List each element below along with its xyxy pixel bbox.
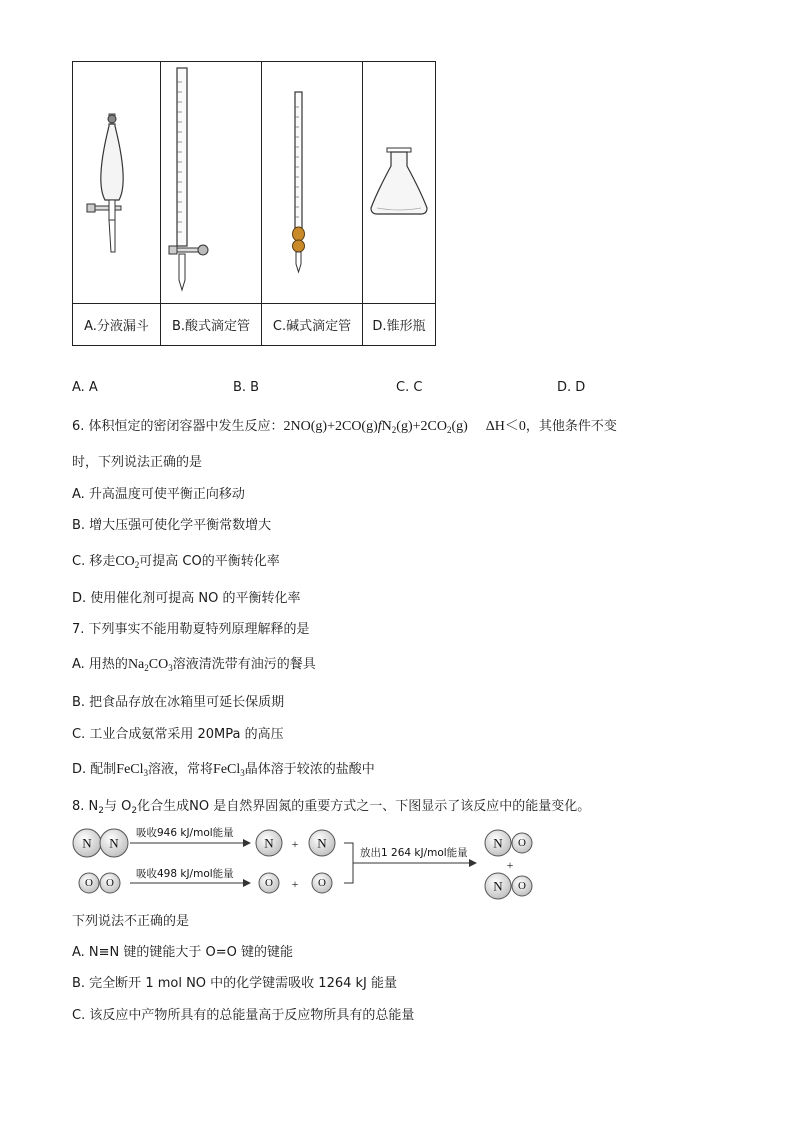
apparatus-cell-d [363,62,436,304]
q5-option-a: A. A [72,380,98,395]
svg-text:N: N [493,878,503,894]
q7-option-b: B. 把食品存放在冰箱里可延长保质期 [72,695,285,710]
svg-text:O: O [265,877,273,889]
q6-enthalpy: ΔH＜0 [485,419,526,434]
absorb-o-label: 吸收498 kJ/mol能量 [136,868,234,880]
separatory-funnel-icon [73,62,160,299]
apparatus-table [72,61,436,346]
q6-option-a: A. 升高温度可使平衡正向移动 [72,487,245,502]
q6-option-c: C. 移走$CO_2$可提高 CO的平衡转化率 [72,554,280,570]
caption-a: A.分液漏斗 [73,304,161,346]
energy-diagram [68,822,548,906]
q6-option-d: D. 使用催化剂可提高 NO 的平衡转化率 [72,591,301,606]
svg-text:O: O [85,877,93,889]
apparatus-cell-c [262,62,363,304]
q5-option-d: D. D [557,380,586,395]
caption-c: C.碱式滴定管 [262,304,363,346]
svg-text:N: N [317,835,327,851]
q8-question: 下列说法不正确的是 [72,914,190,929]
q8-option-b: B. 完全断开 1 mol NO 中的化学键需吸收 1264 kJ 能量 [72,976,398,991]
svg-text:O: O [518,837,526,849]
q8-option-a: A. N≡N 键的键能大于 O=O 键的键能 [72,945,294,960]
q6-option-b: B. 增大压强可使化学平衡常数增大 [72,518,272,533]
q7-option-c: C. 工业合成氨常采用 20MPa 的高压 [72,727,284,742]
base-burette-icon [262,62,362,299]
q5-option-c: C. C [396,380,423,395]
svg-text:N: N [264,835,274,851]
q6-stem-line2: 时，下列说法正确的是 [72,455,203,470]
q8-option-c: C. 该反应中产物所具有的总能量高于反应物所具有的总能量 [72,1008,415,1023]
q7-option-a: A. 用热的$Na_2CO_3$溶液清洗带有油污的餐具 [72,657,316,673]
svg-text:O: O [106,877,114,889]
svg-text:+: + [506,858,514,872]
q6-equation: $2NO(g)+2CO(g)fN_2(g)+2CO_2(g)$ [283,419,468,435]
acid-burette-icon [161,62,261,299]
svg-text:O: O [518,880,526,892]
q7-stem: 7. 下列事实不能用勒夏特列原理解释的是 [72,622,310,637]
svg-text:N: N [493,835,503,851]
q8-stem: 8. $N_2$与 $O_2$化合生成NO 是自然界固氮的重要方式之一、下图显示了该反应中的能量变化。 [72,799,591,816]
caption-b: B.酸式滴定管 [161,304,262,346]
apparatus-cell-a [73,62,161,304]
absorb-n-label: 吸收946 kJ/mol能量 [136,827,234,839]
q6-stem: 6. 体积恒定的密闭容器中发生反应：$2NO(g)+2CO(g)fN_2(g)+2CO_2(g)$ ΔH＜0，其他条件不变 [72,419,617,435]
svg-text:+: + [291,877,299,891]
q7-option-d: D. 配制FeCl$_3$溶液，常将FeCl$_3$晶体溶于较浓的盐酸中 [72,762,375,778]
conical-flask-icon [363,62,435,299]
apparatus-cell-b [161,62,262,304]
svg-text:O: O [318,877,326,889]
svg-text:N: N [82,835,92,851]
svg-text:+: + [291,837,299,851]
release-label: 放出1 264 kJ/mol能量 [360,847,468,859]
caption-d: D.锥形瓶 [363,304,436,346]
q5-option-b: B. B [233,380,260,395]
svg-text:N: N [109,835,119,851]
